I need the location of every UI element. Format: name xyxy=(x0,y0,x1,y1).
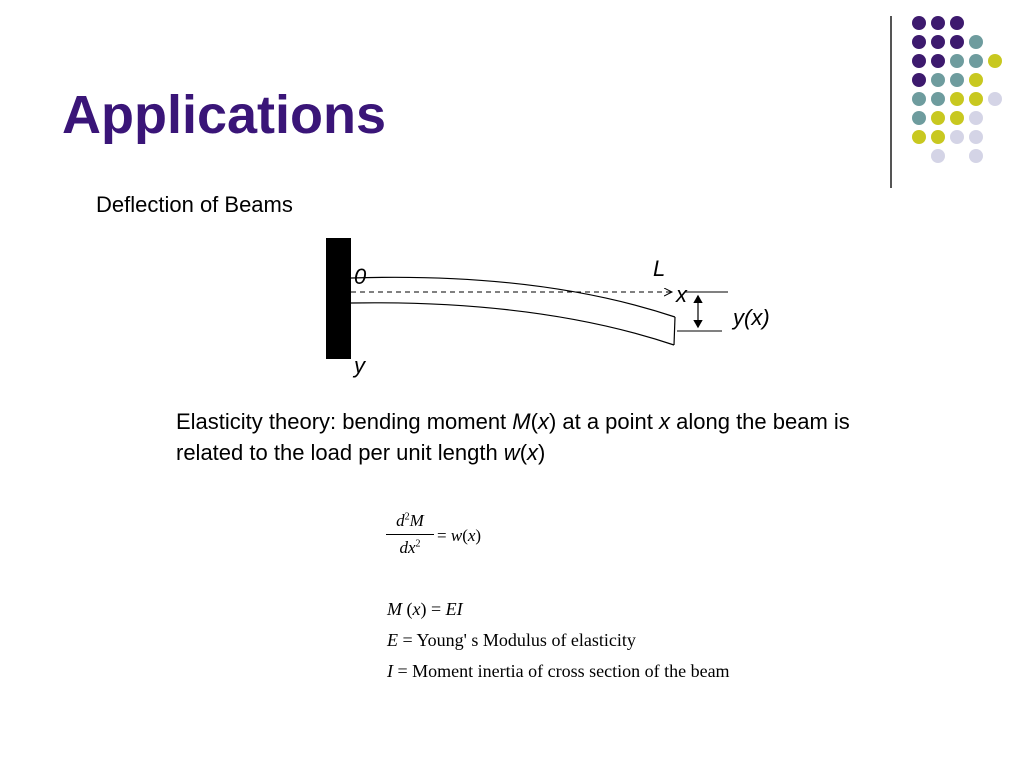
equation-1-rhs xyxy=(437,526,481,546)
para-text: ) xyxy=(538,440,546,465)
eq-symbol: E xyxy=(387,630,398,650)
length-label: L xyxy=(653,256,666,281)
para-text: along the beam is related to the load per unit length xyxy=(176,409,850,465)
para-text: at a point xyxy=(556,409,660,434)
eq-symbol: x xyxy=(412,599,421,619)
x-axis-label: x xyxy=(676,282,687,307)
para-text: ( xyxy=(519,440,528,465)
beam-top-edge xyxy=(351,277,675,317)
slide-title: Applications xyxy=(62,85,387,145)
eq-text: ) = xyxy=(420,599,446,619)
eq-symbol: M xyxy=(387,599,402,619)
eq-exponent: 2 xyxy=(415,538,421,550)
eq-text: = Moment inertia of cross section of the beam xyxy=(393,661,730,681)
slide-subtitle: Deflection of Beams xyxy=(96,192,293,217)
para-text: Elasticity theory: bending moment xyxy=(176,409,513,434)
equation-moment xyxy=(387,599,463,620)
eq-symbol: EI xyxy=(445,599,463,619)
para-var-x: x xyxy=(527,440,539,465)
eq-symbol: w xyxy=(450,526,463,545)
origin-label: 0 xyxy=(354,264,367,289)
second-derivative-fraction xyxy=(386,511,434,558)
equation-moment-inertia xyxy=(387,661,730,682)
para-var-x: x xyxy=(537,409,549,434)
fraction-denominator xyxy=(386,538,434,558)
eq-symbol: M xyxy=(409,511,424,530)
eq-symbol: I xyxy=(387,661,393,681)
equation-youngs-modulus xyxy=(387,630,636,651)
elasticity-paragraph xyxy=(176,406,856,468)
eq-symbol: dx xyxy=(399,538,416,557)
eq-symbol: d xyxy=(396,511,405,530)
eq-symbol: x xyxy=(467,526,476,545)
fraction-numerator xyxy=(386,511,434,531)
para-var-x: x xyxy=(659,409,671,434)
beam-bottom-edge xyxy=(351,303,674,345)
fixed-wall xyxy=(326,238,351,359)
para-text: ( xyxy=(530,409,538,434)
eq-text: ( xyxy=(462,526,468,545)
deflection-label: y(x) xyxy=(733,305,770,330)
eq-exponent: 2 xyxy=(404,511,410,523)
para-text: ) xyxy=(548,409,557,434)
fraction-bar xyxy=(386,534,434,535)
para-var-w: w xyxy=(503,440,520,465)
y-axis-label: y xyxy=(354,353,365,378)
eq-text: = Young' s Modulus of elasticity xyxy=(398,630,636,650)
beam-end xyxy=(674,317,675,345)
eq-text: = xyxy=(437,526,451,545)
eq-text: ( xyxy=(402,599,413,619)
para-var-M: M xyxy=(512,409,531,434)
eq-text: ) xyxy=(475,526,482,545)
